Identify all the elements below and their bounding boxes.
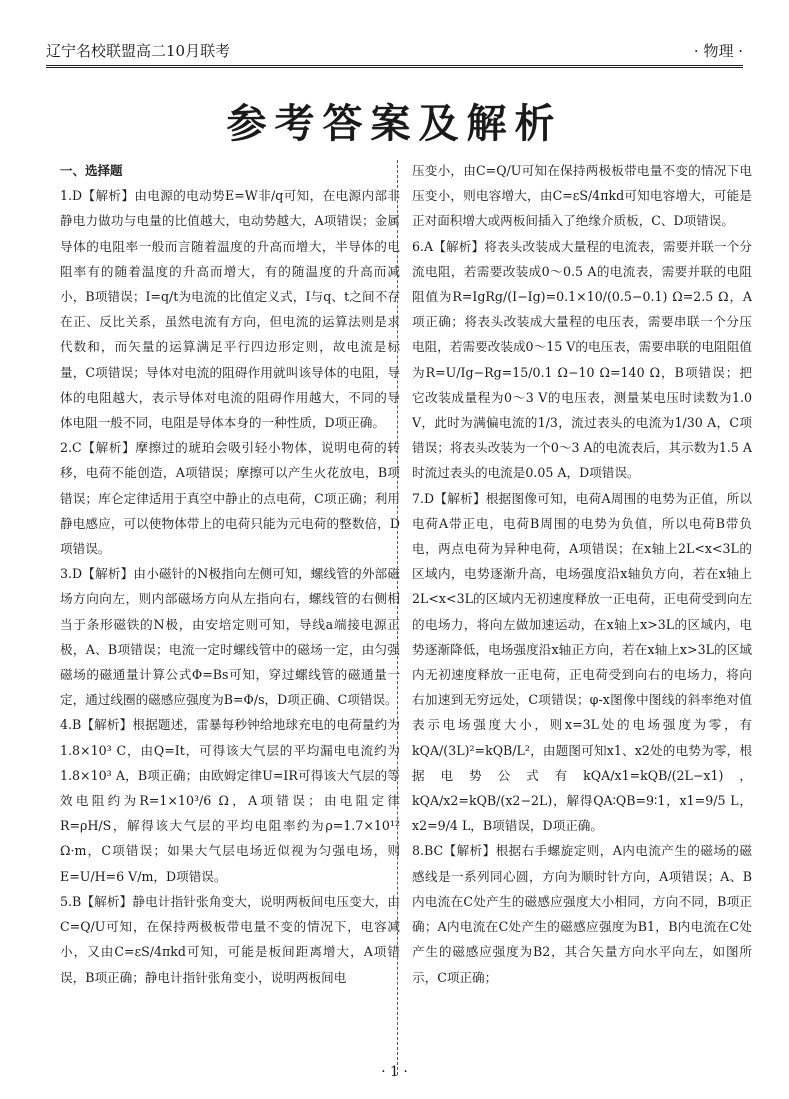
answer-3: 3.D【解析】由小磁针的N极指向左侧可知，螺线管的外部磁场方向向左，则内部磁场方向从左指向右，螺线管的右侧相当于条形磁铁的N极，由安培定则可知，导线a端接电源正极，A、B项错误；电流一定时螺线管中的磁场一定，由匀强磁场的磁通量计算公式Φ=Bs可知，穿过螺线管的磁通量一定，通过线圈的磁感应强度为B=Φ/s，D项正确、C项错误。 [60, 566, 400, 708]
page-number: · 1 · [381, 1064, 408, 1080]
page-title: 参考答案及解析 [226, 101, 563, 147]
column-divider [397, 160, 398, 1075]
answer-4: 4.B【解析】根据题述，雷暴每秒钟给地球充电的电荷量约为1.8×10³ C，由Q=It，可得该大气层的平均漏电电流约为1.8×10³ A，B项正确；由欧姆定律U=IR可得该大气层的等效电阻约为R=1×10³/6 Ω，A项错误；由电阻定律R=ρH/S，解得该大气层的平均电阻率约为ρ=1.7×10¹² Ω·m，C项错误；如果大气层电场近似视为匀强电场，则E=U/H=6 V/m，D项错误。 [60, 717, 400, 884]
answer-7: 7.D【解析】根据图像可知，电荷A周围的电势为正值，所以电荷A带正电，电荷B周围的电势为负值，所以电荷B带负电，两点电荷为异种电荷，A项错误；在x轴上2L<x<3L的区域内，电势逐渐升高，电场强度沿x轴负方向，若在x轴上2L<x<3L的区域内无初速度释放一正电荷，正电荷受到向左的电场力，将向左做加速运动，在x轴上x>3L的区域内，电势逐渐降低，电场强度沿x轴正方向，若在x轴上x>3L的区域内无初速度释放一正电荷，正电荷受到向右的电场力，将向右加速到无穷远处，C项错误；φ-x图像中图线的斜率绝对值表示电场强度大小，则x=3L处的电场强度为零，有kQA/(3L)²=kQB/L²，由题图可知x1、x2处的电势为零，根据电势公式有kQA/x1=kQB/(2L−x1)，kQA/x2=kQB/(x2−2L)，解得QA∶QB=9∶1，x1=9/5 L，x2=9/4 L，B项错误，D项正确。 [412, 490, 752, 834]
left-column [60, 158, 400, 990]
answer-5-cont: 压变小，由C=Q/U可知在保持两极板带电量不变的情况下电压变小，则电容增大，由C=εS/4πkd可知电容增大，可能是正对面积增大或两板间插入了绝缘介质板，C、D项错误。 [412, 163, 752, 229]
answer-2: 2.C【解析】摩擦过的琥珀会吸引轻小物体，说明电荷的转移，电荷不能创造，A项错误；摩擦可以产生火花放电，B项错误；库仑定律适用于真空中静止的点电荷，C项正确；利用静电感应，可以使物体带上的电荷只能为元电荷的整数倍，D项错误。 [60, 440, 400, 557]
answer-1: 1.D【解析】由电源的电动势E=W非/q可知，在电源内部非静电力做功与电量的比值越大，电动势越大，A项错误；金属导体的电阻率一般而言随着温度的升高而增大，半导体的电阻率有的随着温度的升高而增大，有的随温度的升高而减小，B项错误；I=q/t为电流的比值定义式，I与q、t之间不存在正、反比关系，虽然电流有方向，但电流的运算法则是求代数和，而矢量的运算满足平行四边形定则，故电流是标量，C项错误；导体对电流的阻碍作用就叫该导体的电阻，导体的电阻越大，表示导体对电流的阻碍作用越大，不同的导体电阻一般不同，电阻是导体本身的一种性质，D项正确。 [60, 188, 400, 431]
subject-label: · 物理 · [693, 42, 743, 60]
page-header [46, 38, 743, 68]
right-column [412, 158, 752, 990]
answer-8: 8.BC【解析】根据右手螺旋定则，A内电流产生的磁场的磁感线是一系列同心圆，方向为顺时针方向，A项错误；A、B内电流在C处产生的磁感应强度大小相同，方向不同，B项正确；A内电流在C处产生的磁感应强度为B1，B内电流在C处产生的磁感应强度为B2，其合矢量方向水平向左，如图所示，C项正确； [412, 843, 752, 985]
answer-6: 6.A【解析】将表头改装成大量程的电流表，需要并联一个分流电阻，若需要改装成0～0.5 A的电流表，需要并联的电阻阻值为R=IgRg/(I−Ig)=0.1×10/(0.5−0.1) Ω=2.5 Ω，A项正确；将表头改装成大量程的电压表，需要串联一个分压电阻，若需要改装成0～15 V的电压表，需要串联的电阻阻值为R=U/Ig−Rg=15/0.1 Ω−10 Ω=140 Ω，B项错误；把它改装成量程为0～3 V的电压表，测量某电压时读数为1.0 V，此时为满偏电流的1/3，流过表头的电流为1/30 A，C项错误；将表头改装为一个0～3 A的电流表后，其示数为1.5 A时流过表头的电流是0.05 A，D项错误。 [412, 238, 752, 481]
exam-name: 辽宁名校联盟高二10月联考 [46, 42, 231, 60]
section-heading: 一、选择题 [60, 163, 123, 178]
answer-5: 5.B【解析】静电计指针张角变大，说明两板间电压变大，由C=Q/U可知，在保持两极板带电量不变的情况下，电容减小，又由C=εS/4πkd可知，可能是板间距离增大，A项错误，B项正确；静电计指针张角变小，说明两板间电 [60, 893, 400, 985]
